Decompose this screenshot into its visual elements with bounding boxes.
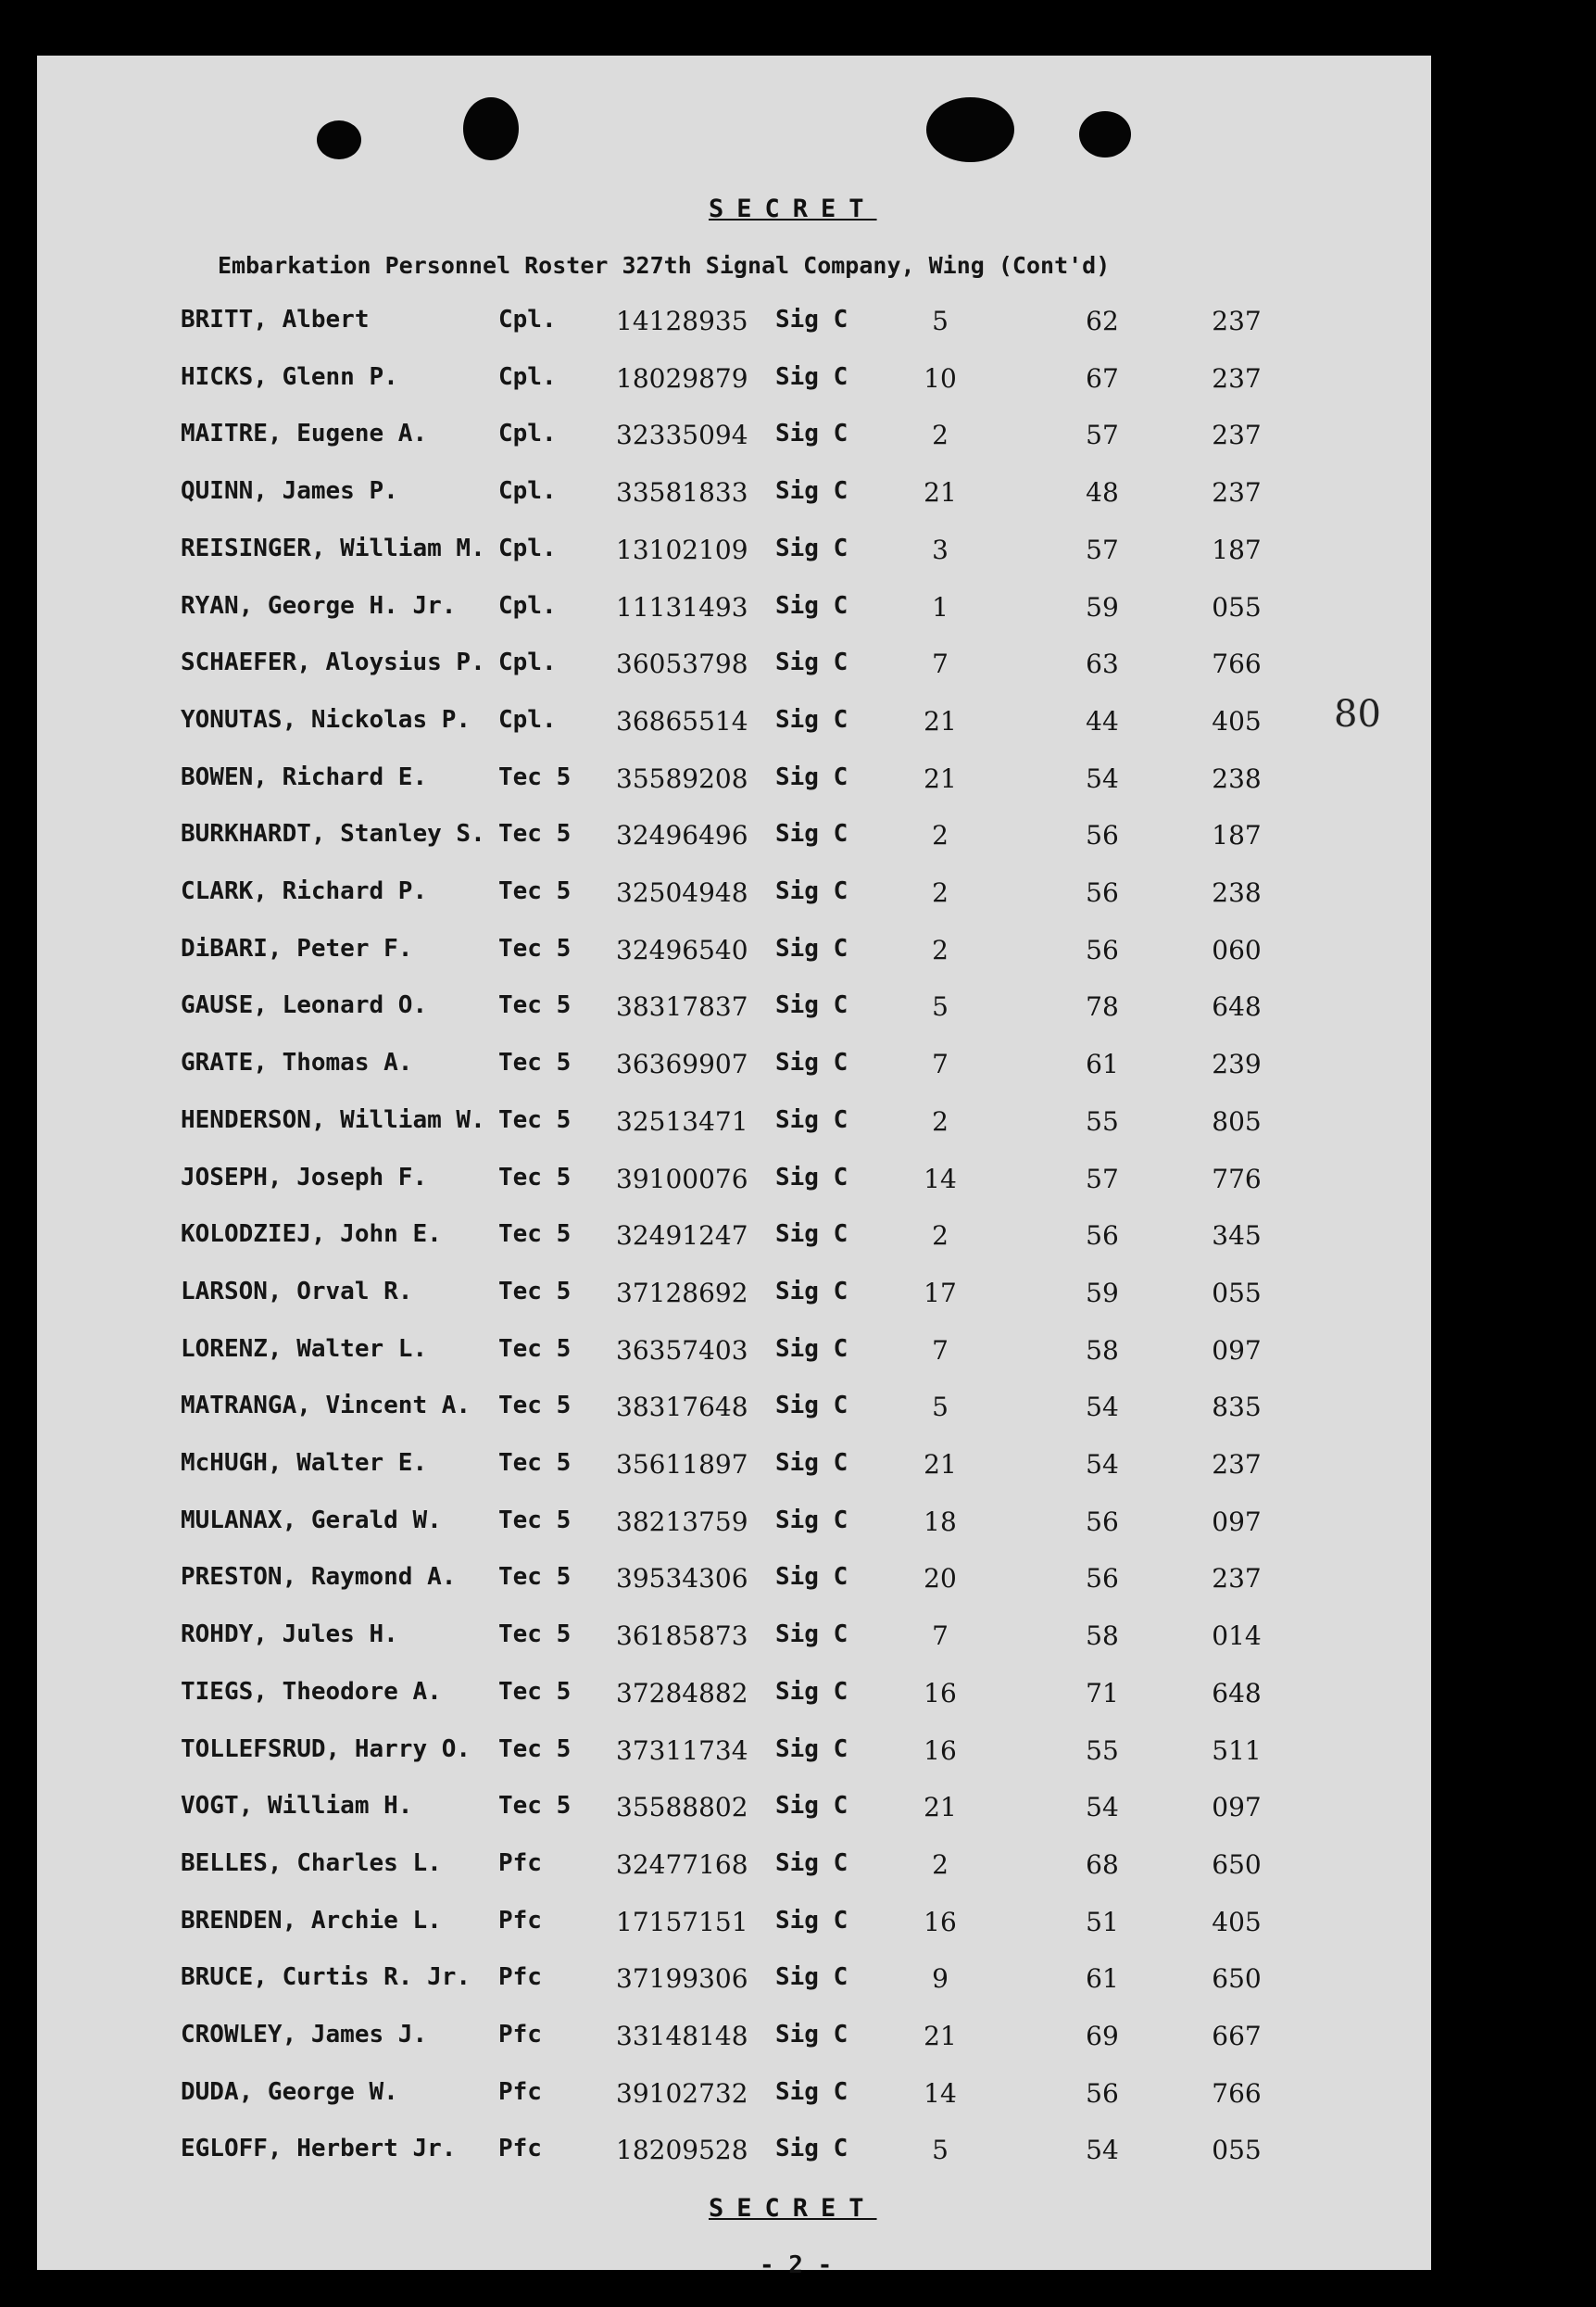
cell-rank: Pfc bbox=[498, 2077, 542, 2106]
table-row bbox=[37, 2021, 1431, 2058]
cell-c: 648 bbox=[1212, 991, 1262, 1023]
cell-c: 766 bbox=[1212, 649, 1262, 680]
cell-c: 650 bbox=[1212, 1848, 1262, 1880]
cell-a: 2 bbox=[932, 820, 949, 851]
cell-arm: Sig C bbox=[775, 1563, 848, 1592]
cell-serial: 36865514 bbox=[616, 705, 748, 737]
cell-serial: 38317837 bbox=[616, 991, 748, 1023]
table-row bbox=[37, 363, 1431, 400]
cell-rank: Tec 5 bbox=[498, 820, 572, 849]
cell-serial: 18029879 bbox=[616, 362, 748, 394]
cell-a: 21 bbox=[924, 477, 957, 509]
cell-a: 2 bbox=[932, 1848, 949, 1880]
cell-c: 187 bbox=[1212, 534, 1262, 565]
cell-serial: 39100076 bbox=[616, 1163, 748, 1194]
page-number: - 2 - bbox=[760, 2251, 833, 2279]
cell-a: 16 bbox=[924, 1734, 957, 1766]
cell-b: 69 bbox=[1086, 2021, 1119, 2051]
cell-b: 56 bbox=[1086, 1220, 1119, 1252]
cell-a: 5 bbox=[932, 1392, 949, 1423]
cell-rank: Pfc bbox=[498, 1906, 542, 1935]
cell-arm: Sig C bbox=[775, 763, 848, 791]
cell-serial: 37199306 bbox=[616, 1963, 748, 1995]
cell-a: 18 bbox=[924, 1506, 957, 1537]
cell-arm: Sig C bbox=[775, 877, 848, 905]
cell-a: 7 bbox=[932, 1620, 949, 1652]
cell-name: QUINN, James P. bbox=[181, 477, 398, 506]
cell-rank: Tec 5 bbox=[498, 1506, 572, 1534]
cell-a: 5 bbox=[932, 306, 949, 336]
cell-b: 56 bbox=[1086, 1563, 1119, 1595]
document-page bbox=[37, 56, 1431, 2279]
cell-arm: Sig C bbox=[775, 934, 848, 963]
cell-arm: Sig C bbox=[775, 1677, 848, 1706]
cell-a: 21 bbox=[924, 763, 957, 794]
cell-rank: Pfc bbox=[498, 1848, 542, 1877]
cell-serial: 39534306 bbox=[616, 1563, 748, 1595]
cell-c: 835 bbox=[1212, 1392, 1262, 1423]
cell-b: 56 bbox=[1086, 820, 1119, 851]
cell-a: 5 bbox=[932, 991, 949, 1023]
cell-rank: Cpl. bbox=[498, 591, 557, 620]
cell-arm: Sig C bbox=[775, 420, 848, 448]
cell-rank: Tec 5 bbox=[498, 1049, 572, 1078]
cell-b: 59 bbox=[1086, 1277, 1119, 1308]
footer-classification: SECRET bbox=[709, 2194, 877, 2223]
cell-name: SCHAEFER, Aloysius P. bbox=[181, 649, 485, 677]
cell-a: 10 bbox=[924, 362, 957, 394]
cell-b: 55 bbox=[1086, 1734, 1119, 1766]
cell-rank: Pfc bbox=[498, 1963, 542, 1992]
table-row bbox=[37, 1506, 1431, 1544]
cell-a: 5 bbox=[932, 2135, 949, 2166]
cell-a: 9 bbox=[932, 1963, 949, 1995]
cell-b: 57 bbox=[1086, 1163, 1119, 1194]
ink-blot-2 bbox=[463, 97, 519, 160]
cell-name: REISINGER, William M. bbox=[181, 534, 485, 562]
cell-arm: Sig C bbox=[775, 820, 848, 849]
table-row bbox=[37, 535, 1431, 572]
cell-rank: Tec 5 bbox=[498, 1620, 572, 1649]
cell-serial: 35588802 bbox=[616, 1792, 748, 1823]
cell-name: PRESTON, Raymond A. bbox=[181, 1563, 457, 1592]
table-row bbox=[37, 1678, 1431, 1715]
cell-c: 097 bbox=[1212, 1506, 1262, 1537]
cell-c: 650 bbox=[1212, 1963, 1262, 1995]
cell-c: 097 bbox=[1212, 1792, 1262, 1823]
cell-rank: Cpl. bbox=[498, 534, 557, 562]
cell-arm: Sig C bbox=[775, 1506, 848, 1534]
cell-rank: Tec 5 bbox=[498, 1334, 572, 1363]
cell-a: 21 bbox=[924, 1449, 957, 1480]
cell-arm: Sig C bbox=[775, 1392, 848, 1420]
cell-c: 805 bbox=[1212, 1105, 1262, 1137]
cell-arm: Sig C bbox=[775, 362, 848, 391]
cell-arm: Sig C bbox=[775, 1105, 848, 1134]
cell-name: MATRANGA, Vincent A. bbox=[181, 1392, 471, 1420]
table-row bbox=[37, 1220, 1431, 1257]
roster-title: Embarkation Personnel Roster 327th Signal Company, Wing (Cont'd) bbox=[218, 252, 1111, 279]
cell-name: JOSEPH, Joseph F. bbox=[181, 1163, 428, 1191]
cell-serial: 18209528 bbox=[616, 2135, 748, 2166]
table-row bbox=[37, 763, 1431, 801]
cell-c: 097 bbox=[1212, 1334, 1262, 1366]
cell-a: 1 bbox=[932, 591, 949, 623]
cell-arm: Sig C bbox=[775, 2135, 848, 2163]
cell-b: 56 bbox=[1086, 2077, 1119, 2109]
cell-a: 21 bbox=[924, 705, 957, 737]
cell-rank: Tec 5 bbox=[498, 1220, 572, 1249]
table-row bbox=[37, 2078, 1431, 2115]
cell-serial: 36369907 bbox=[616, 1049, 748, 1080]
cell-b: 54 bbox=[1086, 2135, 1119, 2166]
table-row bbox=[37, 1963, 1431, 2000]
cell-serial: 17157151 bbox=[616, 1906, 748, 1937]
cell-c: 239 bbox=[1212, 1049, 1262, 1080]
cell-b: 56 bbox=[1086, 877, 1119, 908]
cell-arm: Sig C bbox=[775, 477, 848, 506]
cell-c: 667 bbox=[1212, 2021, 1262, 2051]
cell-name: McHUGH, Walter E. bbox=[181, 1449, 428, 1477]
cell-serial: 32513471 bbox=[616, 1105, 748, 1137]
cell-a: 21 bbox=[924, 1792, 957, 1823]
cell-b: 44 bbox=[1086, 705, 1119, 737]
cell-serial: 36185873 bbox=[616, 1620, 748, 1652]
cell-serial: 37284882 bbox=[616, 1677, 748, 1708]
cell-b: 56 bbox=[1086, 934, 1119, 965]
cell-c: 014 bbox=[1212, 1620, 1262, 1652]
cell-name: KOLODZIEJ, John E. bbox=[181, 1220, 442, 1249]
table-row bbox=[37, 1620, 1431, 1658]
cell-a: 3 bbox=[932, 534, 949, 565]
cell-rank: Tec 5 bbox=[498, 877, 572, 905]
cell-name: GAUSE, Leonard O. bbox=[181, 991, 428, 1020]
cell-name: DUDA, George W. bbox=[181, 2077, 398, 2106]
cell-arm: Sig C bbox=[775, 1848, 848, 1877]
cell-b: 63 bbox=[1086, 649, 1119, 680]
table-row bbox=[37, 1792, 1431, 1829]
cell-rank: Cpl. bbox=[498, 477, 557, 506]
cell-arm: Sig C bbox=[775, 705, 848, 734]
cell-rank: Tec 5 bbox=[498, 991, 572, 1020]
table-row bbox=[37, 1735, 1431, 1772]
cell-serial: 36053798 bbox=[616, 649, 748, 680]
cell-serial: 39102732 bbox=[616, 2077, 748, 2109]
cell-rank: Tec 5 bbox=[498, 1677, 572, 1706]
table-row bbox=[37, 477, 1431, 514]
cell-arm: Sig C bbox=[775, 534, 848, 562]
cell-rank: Tec 5 bbox=[498, 934, 572, 963]
cell-name: CLARK, Richard P. bbox=[181, 877, 428, 905]
cell-serial: 32504948 bbox=[616, 877, 748, 908]
ink-blot-3 bbox=[926, 97, 1014, 162]
cell-name: MAITRE, Eugene A. bbox=[181, 420, 428, 448]
cell-a: 2 bbox=[932, 934, 949, 965]
cell-c: 060 bbox=[1212, 934, 1262, 965]
cell-c: 345 bbox=[1212, 1220, 1262, 1252]
table-row bbox=[37, 877, 1431, 914]
table-row bbox=[37, 2135, 1431, 2172]
cell-a: 14 bbox=[924, 2077, 957, 2109]
cell-arm: Sig C bbox=[775, 1220, 848, 1249]
cell-name: DiBARI, Peter F. bbox=[181, 934, 413, 963]
cell-c: 238 bbox=[1212, 877, 1262, 908]
cell-b: 61 bbox=[1086, 1963, 1119, 1995]
cell-arm: Sig C bbox=[775, 1792, 848, 1821]
cell-b: 48 bbox=[1086, 477, 1119, 509]
cell-b: 57 bbox=[1086, 534, 1119, 565]
table-row bbox=[37, 706, 1431, 743]
table-row bbox=[37, 1335, 1431, 1372]
cell-name: LORENZ, Walter L. bbox=[181, 1334, 428, 1363]
cell-serial: 33581833 bbox=[616, 477, 748, 509]
cell-name: ROHDY, Jules H. bbox=[181, 1620, 398, 1649]
cell-arm: Sig C bbox=[775, 991, 848, 1020]
table-row bbox=[37, 1563, 1431, 1600]
cell-name: RYAN, George H. Jr. bbox=[181, 591, 457, 620]
cell-a: 16 bbox=[924, 1906, 957, 1937]
cell-name: TOLLEFSRUD, Harry O. bbox=[181, 1734, 471, 1763]
cell-arm: Sig C bbox=[775, 306, 848, 334]
cell-c: 055 bbox=[1212, 591, 1262, 623]
table-row bbox=[37, 1392, 1431, 1429]
cell-name: VOGT, William H. bbox=[181, 1792, 413, 1821]
cell-arm: Sig C bbox=[775, 1906, 848, 1935]
cell-serial: 35589208 bbox=[616, 763, 748, 794]
cell-c: 238 bbox=[1212, 763, 1262, 794]
cell-a: 2 bbox=[932, 1220, 949, 1252]
table-row bbox=[37, 1049, 1431, 1086]
cell-name: GRATE, Thomas A. bbox=[181, 1049, 413, 1078]
cell-rank: Tec 5 bbox=[498, 1449, 572, 1477]
table-row bbox=[37, 420, 1431, 457]
table-row bbox=[37, 820, 1431, 857]
cell-c: 405 bbox=[1212, 705, 1262, 737]
cell-serial: 32477168 bbox=[616, 1848, 748, 1880]
cell-arm: Sig C bbox=[775, 1049, 848, 1078]
cell-name: BOWEN, Richard E. bbox=[181, 763, 428, 791]
cell-c: 405 bbox=[1212, 1906, 1262, 1937]
cell-b: 55 bbox=[1086, 1105, 1119, 1137]
cell-rank: Tec 5 bbox=[498, 1563, 572, 1592]
cell-serial: 37128692 bbox=[616, 1277, 748, 1308]
cell-serial: 36357403 bbox=[616, 1334, 748, 1366]
cell-c: 776 bbox=[1212, 1163, 1262, 1194]
cell-rank: Cpl. bbox=[498, 705, 557, 734]
header-classification: SECRET bbox=[709, 195, 877, 223]
cell-b: 57 bbox=[1086, 420, 1119, 451]
cell-rank: Cpl. bbox=[498, 362, 557, 391]
table-row bbox=[37, 1106, 1431, 1143]
cell-a: 20 bbox=[924, 1563, 957, 1595]
cell-a: 7 bbox=[932, 649, 949, 680]
cell-rank: Pfc bbox=[498, 2135, 542, 2163]
cell-b: 56 bbox=[1086, 1506, 1119, 1537]
cell-b: 58 bbox=[1086, 1620, 1119, 1652]
cell-serial: 32496540 bbox=[616, 934, 748, 965]
cell-arm: Sig C bbox=[775, 649, 848, 677]
cell-rank: Tec 5 bbox=[498, 763, 572, 791]
cell-b: 58 bbox=[1086, 1334, 1119, 1366]
cell-b: 54 bbox=[1086, 763, 1119, 794]
cell-c: 766 bbox=[1212, 2077, 1262, 2109]
cell-b: 59 bbox=[1086, 591, 1119, 623]
cell-a: 21 bbox=[924, 2021, 957, 2051]
cell-rank: Tec 5 bbox=[498, 1392, 572, 1420]
cell-a: 2 bbox=[932, 420, 949, 451]
cell-arm: Sig C bbox=[775, 2077, 848, 2106]
table-row bbox=[37, 935, 1431, 972]
cell-arm: Sig C bbox=[775, 1620, 848, 1649]
cell-b: 54 bbox=[1086, 1792, 1119, 1823]
cell-serial: 32496496 bbox=[616, 820, 748, 851]
table-row bbox=[37, 1449, 1431, 1486]
cell-rank: Tec 5 bbox=[498, 1163, 572, 1191]
cell-rank: Cpl. bbox=[498, 649, 557, 677]
cell-arm: Sig C bbox=[775, 1734, 848, 1763]
cell-arm: Sig C bbox=[775, 591, 848, 620]
cell-arm: Sig C bbox=[775, 1334, 848, 1363]
cell-name: BRUCE, Curtis R. Jr. bbox=[181, 1963, 471, 1992]
cell-serial: 14128935 bbox=[616, 306, 748, 336]
cell-serial: 13102109 bbox=[616, 534, 748, 565]
cell-c: 055 bbox=[1212, 2135, 1262, 2166]
cell-c: 237 bbox=[1212, 1449, 1262, 1480]
cell-a: 17 bbox=[924, 1277, 957, 1308]
cell-name: CROWLEY, James J. bbox=[181, 2021, 428, 2049]
cell-arm: Sig C bbox=[775, 1277, 848, 1305]
cell-a: 14 bbox=[924, 1163, 957, 1194]
cell-rank: Tec 5 bbox=[498, 1792, 572, 1821]
cell-name: MULANAX, Gerald W. bbox=[181, 1506, 442, 1534]
cell-c: 511 bbox=[1212, 1734, 1262, 1766]
cell-name: BURKHARDT, Stanley S. bbox=[181, 820, 485, 849]
cell-name: TIEGS, Theodore A. bbox=[181, 1677, 442, 1706]
table-row bbox=[37, 991, 1431, 1028]
cell-name: EGLOFF, Herbert Jr. bbox=[181, 2135, 457, 2163]
cell-c: 237 bbox=[1212, 306, 1262, 336]
cell-a: 7 bbox=[932, 1334, 949, 1366]
cell-rank: Tec 5 bbox=[498, 1734, 572, 1763]
table-row bbox=[37, 1164, 1431, 1201]
cell-a: 7 bbox=[932, 1049, 949, 1080]
cell-rank: Pfc bbox=[498, 2021, 542, 2049]
cell-c: 237 bbox=[1212, 362, 1262, 394]
cell-a: 2 bbox=[932, 877, 949, 908]
cell-arm: Sig C bbox=[775, 2021, 848, 2049]
cell-name: YONUTAS, Nickolas P. bbox=[181, 705, 471, 734]
table-row bbox=[37, 1849, 1431, 1886]
cell-serial: 35611897 bbox=[616, 1449, 748, 1480]
cell-b: 62 bbox=[1086, 306, 1119, 336]
cell-b: 54 bbox=[1086, 1449, 1119, 1480]
cell-b: 51 bbox=[1086, 1906, 1119, 1937]
cell-name: BELLES, Charles L. bbox=[181, 1848, 442, 1877]
cell-name: HICKS, Glenn P. bbox=[181, 362, 398, 391]
cell-arm: Sig C bbox=[775, 1963, 848, 1992]
cell-c: 237 bbox=[1212, 1563, 1262, 1595]
table-row bbox=[37, 592, 1431, 629]
cell-rank: Cpl. bbox=[498, 306, 557, 334]
cell-b: 54 bbox=[1086, 1392, 1119, 1423]
ink-blot-1 bbox=[317, 120, 361, 159]
table-row bbox=[37, 1907, 1431, 1944]
cell-c: 055 bbox=[1212, 1277, 1262, 1308]
table-row bbox=[37, 306, 1431, 343]
cell-serial: 33148148 bbox=[616, 2021, 748, 2051]
cell-rank: Tec 5 bbox=[498, 1105, 572, 1134]
cell-serial: 32491247 bbox=[616, 1220, 748, 1252]
cell-c: 187 bbox=[1212, 820, 1262, 851]
cell-c: 237 bbox=[1212, 477, 1262, 509]
cell-serial: 32335094 bbox=[616, 420, 748, 451]
table-row bbox=[37, 649, 1431, 686]
cell-name: BRENDEN, Archie L. bbox=[181, 1906, 442, 1935]
cell-b: 78 bbox=[1086, 991, 1119, 1023]
cell-name: BRITT, Albert bbox=[181, 306, 370, 334]
cell-a: 16 bbox=[924, 1677, 957, 1708]
cell-a: 2 bbox=[932, 1105, 949, 1137]
cell-arm: Sig C bbox=[775, 1449, 848, 1477]
cell-rank: Tec 5 bbox=[498, 1277, 572, 1305]
cell-b: 67 bbox=[1086, 362, 1119, 394]
ink-blot-4 bbox=[1079, 111, 1131, 158]
margin-annotation: 80 bbox=[1334, 693, 1381, 736]
cell-name: HENDERSON, William W. bbox=[181, 1105, 485, 1134]
cell-serial: 11131493 bbox=[616, 591, 748, 623]
cell-name: LARSON, Orval R. bbox=[181, 1277, 413, 1305]
cell-c: 237 bbox=[1212, 420, 1262, 451]
cell-c: 648 bbox=[1212, 1677, 1262, 1708]
table-row bbox=[37, 1278, 1431, 1315]
cell-serial: 38317648 bbox=[616, 1392, 748, 1423]
cell-b: 71 bbox=[1086, 1677, 1119, 1708]
cell-serial: 38213759 bbox=[616, 1506, 748, 1537]
cell-b: 61 bbox=[1086, 1049, 1119, 1080]
cell-rank: Cpl. bbox=[498, 420, 557, 448]
cell-arm: Sig C bbox=[775, 1163, 848, 1191]
cell-b: 68 bbox=[1086, 1848, 1119, 1880]
cell-serial: 37311734 bbox=[616, 1734, 748, 1766]
